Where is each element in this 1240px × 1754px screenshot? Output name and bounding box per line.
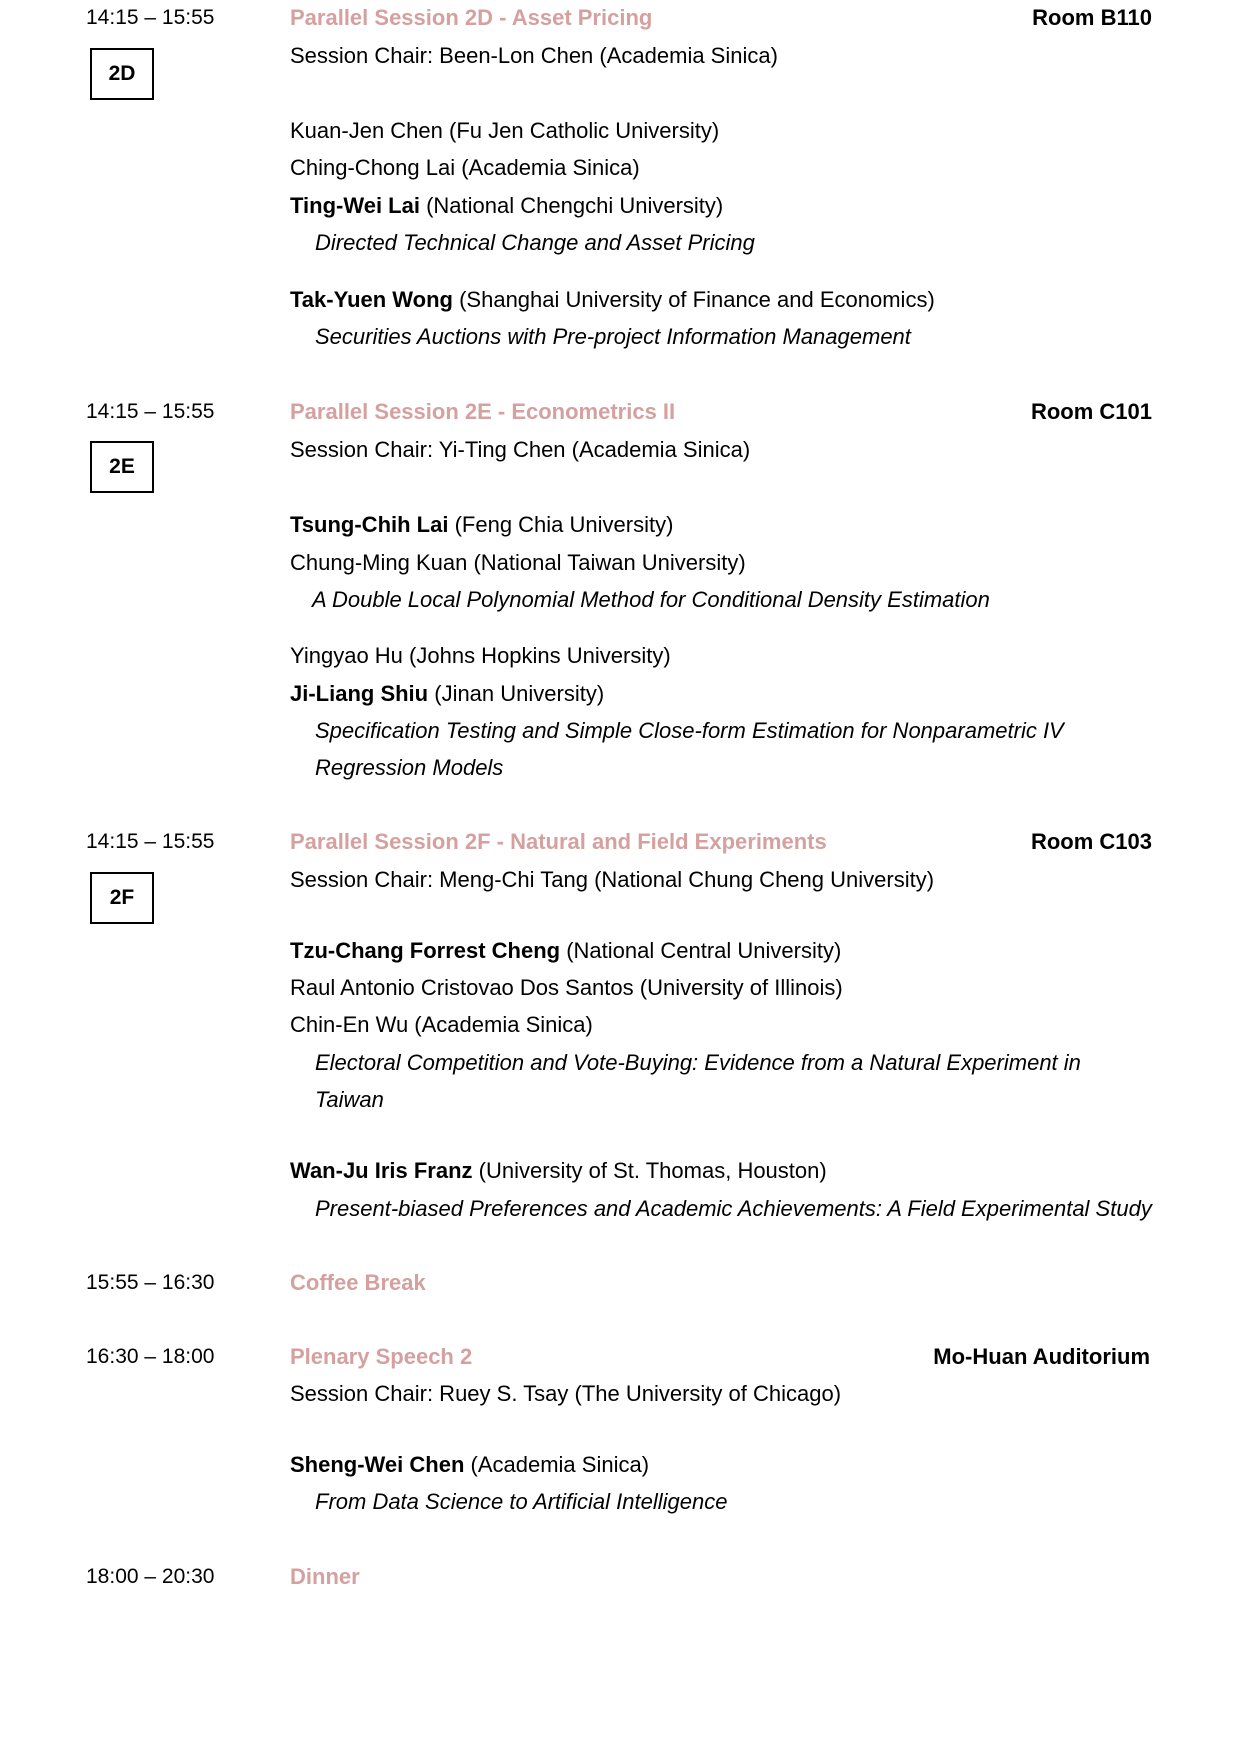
session-time: 16:30 – 18:00 [86,1345,215,1368]
session-title: Coffee Break [290,1270,426,1295]
presenter-name: Tsung-Chih Lai [290,512,449,537]
author: Kuan-Jen Chen (Fu Jen Catholic University) [290,118,720,143]
session-time: 18:00 – 20:30 [86,1565,215,1588]
presenter-name: Wan-Ju Iris Franz [290,1158,473,1183]
session-time: 14:15 – 15:55 [86,830,215,853]
session-badge: 2D [90,48,154,100]
presenter-affiliation: (University of St. Thomas, Houston) [472,1158,827,1183]
paper-title: Directed Technical Change and Asset Pricing [315,230,755,255]
presenter-name: Tzu-Chang Forrest Cheng [290,938,561,963]
presenter [290,1452,649,1478]
presenter-affiliation: (National Chengchi University) [419,193,724,218]
session-title: Parallel Session 2E - Econometrics II [290,399,676,424]
presenter-affiliation: (Jinan University) [428,681,605,706]
presenter-name: Ji-Liang Shiu [290,681,429,706]
paper-title: Specification Testing and Simple Close-form Estimation for Nonparametric IV [315,718,1064,743]
author: Yingyao Hu (Johns Hopkins University) [290,643,671,668]
session-room: Room B110 [1032,5,1152,30]
session-title: Plenary Speech 2 [290,1344,473,1369]
session-chair: Session Chair: Been-Lon Chen (Academia Sinica) [290,43,778,68]
session-time: 15:55 – 16:30 [86,1271,215,1294]
session-time: 14:15 – 15:55 [86,400,215,423]
session-chair: Session Chair: Ruey S. Tsay (The University of Chicago) [290,1381,842,1406]
paper-title: Present-biased Preferences and Academic Achievements: A Field Experimental Study [315,1196,1152,1221]
paper-title: From Data Science to Artificial Intelligence [315,1489,728,1514]
presenter-name: Sheng-Wei Chen [290,1452,465,1477]
author: Chin-En Wu (Academia Sinica) [290,1012,593,1037]
paper-title-continued: Taiwan [315,1087,384,1112]
paper-title: A Double Local Polynomial Method for Conditional Density Estimation [312,587,990,612]
presenter [290,1158,827,1184]
presenter-affiliation: (National Central University) [560,938,842,963]
session-badge: 2E [90,441,154,493]
paper-title-continued: Regression Models [315,755,504,780]
session-title: Parallel Session 2D - Asset Pricing [290,5,653,30]
presenter-name: Ting-Wei Lai [290,193,420,218]
session-room: Mo-Huan Auditorium [933,1344,1150,1369]
presenter-affiliation: (Academia Sinica) [464,1452,650,1477]
session-time: 14:15 – 15:55 [86,6,215,29]
session-title: Dinner [290,1564,360,1589]
session-room: Room C101 [1030,399,1152,424]
session-chair: Session Chair: Meng-Chi Tang (National Chung Cheng University) [290,867,935,892]
author: Raul Antonio Cristovao Dos Santos (University of Illinois) [290,975,843,1000]
presenter-affiliation: (Shanghai University of Finance and Economics) [452,287,935,312]
presenter-name: Tak-Yuen Wong [290,287,453,312]
session-room: Room C103 [1030,829,1152,854]
author: Ching-Chong Lai (Academia Sinica) [290,155,640,180]
author: Chung-Ming Kuan (National Taiwan University) [290,550,746,575]
presenter [290,193,723,219]
presenter [290,512,673,538]
presenter [290,681,604,707]
presenter-affiliation: (Feng Chia University) [448,512,674,537]
session-title: Parallel Session 2F - Natural and Field Experiments [290,829,827,854]
session-chair: Session Chair: Yi-Ting Chen (Academia Sinica) [290,437,751,462]
presenter [290,938,841,964]
paper-title: Securities Auctions with Pre-project Information Management [315,324,911,349]
paper-title: Electoral Competition and Vote-Buying: Evidence from a Natural Experiment in [315,1050,1081,1075]
presenter [290,287,935,313]
session-badge: 2F [90,872,154,924]
